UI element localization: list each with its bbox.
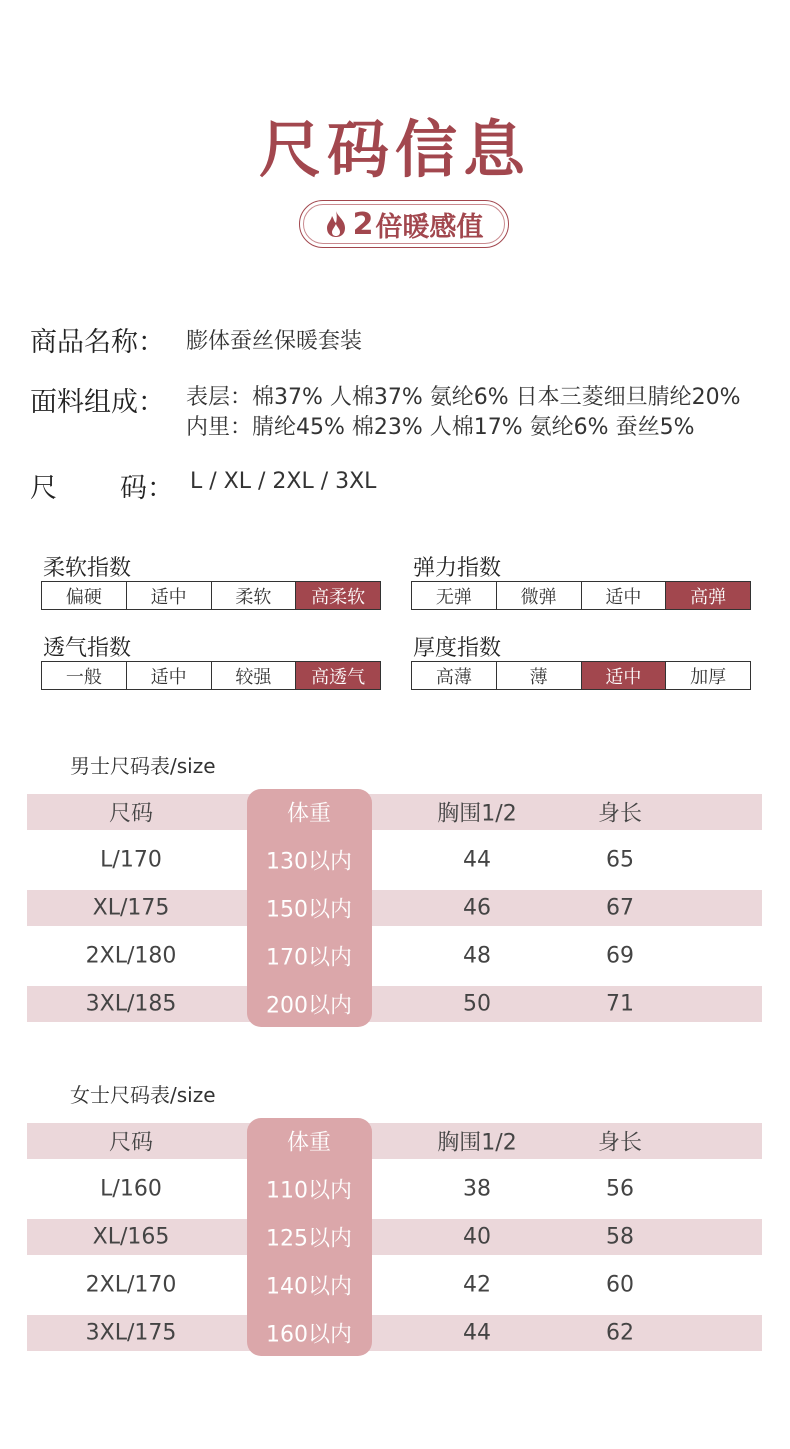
table-cell: 44: [463, 847, 491, 873]
product-name-value: 膨体蚕丝保暖套装: [186, 329, 363, 354]
size-value: L / XL / 2XL / 3XL: [190, 469, 377, 494]
table-cell: 42: [463, 1272, 491, 1298]
table-header-cell: 尺码: [108, 801, 154, 827]
softness-scale: [41, 581, 381, 610]
table-cell: 62: [606, 1320, 634, 1346]
scale-option: 无弹: [412, 582, 497, 609]
table-cell: 2XL/170: [85, 1272, 177, 1298]
scale-option: 高透气: [296, 662, 380, 689]
table-cell: 2XL/180: [85, 943, 177, 969]
table-header-cell: 体重: [286, 1130, 332, 1156]
table-header-cell: 体重: [286, 801, 332, 827]
table-header-cell: 胸围1/2: [437, 801, 517, 827]
scale-option: 微弹: [497, 582, 582, 609]
table-header-cell: 胸围1/2: [437, 1130, 517, 1156]
fabric-outer-value: 表层：棉37% 人棉37% 氨纶6% 日本三菱细旦腈纶20%: [186, 385, 741, 410]
table-cell: 3XL/185: [85, 991, 177, 1017]
scale-option: 高薄: [412, 662, 497, 689]
thickness-scale: [411, 661, 751, 690]
table-cell: 160以内: [266, 1322, 352, 1348]
size-table-title: 女士尺码表/size: [70, 1083, 216, 1107]
scale-option: 薄: [497, 662, 582, 689]
scale-option: 一般: [42, 662, 127, 689]
scale-option: 适中: [127, 582, 212, 609]
table-cell: 60: [606, 1272, 634, 1298]
table-cell: 58: [606, 1224, 634, 1250]
table-header-cell: 身长: [597, 801, 643, 827]
scale-option: 适中: [127, 662, 212, 689]
table-cell: 71: [606, 991, 634, 1017]
flame-icon: [325, 210, 347, 238]
table-cell: 50: [463, 991, 491, 1017]
thickness-title: 厚度指数: [413, 636, 502, 661]
table-cell: XL/175: [92, 895, 170, 921]
scale-option: 柔软: [212, 582, 297, 609]
table-cell: 110以内: [266, 1178, 352, 1204]
softness-title: 柔软指数: [43, 556, 132, 581]
fabric-inner-value: 内里：腈纶45% 棉23% 人棉17% 氨纶6% 蚕丝5%: [186, 415, 695, 440]
scale-option: 适中: [582, 662, 667, 689]
scale-option: 高柔软: [296, 582, 380, 609]
table-cell: 48: [463, 943, 491, 969]
table-cell: L/170: [100, 847, 162, 873]
table-cell: 69: [606, 943, 634, 969]
size-label-a: 尺: [30, 473, 57, 504]
table-cell: 44: [463, 1320, 491, 1346]
scale-option: 适中: [582, 582, 667, 609]
table-cell: 38: [463, 1176, 491, 1202]
table-cell: 67: [606, 895, 634, 921]
table-cell: 200以内: [266, 993, 352, 1019]
size-table-title: 男士尺码表/size: [70, 754, 216, 778]
breathability-title: 透气指数: [43, 636, 132, 661]
table-cell: 46: [463, 895, 491, 921]
page-title: 尺码信息: [258, 113, 531, 186]
scale-option: 较强: [212, 662, 297, 689]
table-cell: 3XL/175: [85, 1320, 177, 1346]
fabric-label: 面料组成：: [30, 387, 165, 418]
table-cell: 170以内: [266, 945, 352, 971]
table-cell: 56: [606, 1176, 634, 1202]
badge-text: 倍暖感值: [375, 211, 484, 243]
table-cell: 65: [606, 847, 634, 873]
table-cell: 125以内: [266, 1226, 352, 1252]
scale-option: 高弹: [666, 582, 750, 609]
table-cell: 130以内: [266, 849, 352, 875]
table-cell: L/160: [100, 1176, 162, 1202]
size-label-b: 码：: [120, 473, 174, 504]
elasticity-title: 弹力指数: [413, 556, 502, 581]
table-cell: 140以内: [266, 1274, 352, 1300]
badge-number: 2: [352, 206, 374, 242]
scale-option: 偏硬: [42, 582, 127, 609]
table-header-cell: 尺码: [108, 1130, 154, 1156]
table-cell: 40: [463, 1224, 491, 1250]
breathability-scale: [41, 661, 381, 690]
table-cell: 150以内: [266, 897, 352, 923]
scale-option: 加厚: [690, 666, 727, 688]
warmth-badge: [299, 200, 509, 248]
table-header-cell: 身长: [597, 1130, 643, 1156]
table-cell: XL/165: [92, 1224, 170, 1250]
elasticity-scale: [411, 581, 751, 610]
product-name-label: 商品名称：: [30, 327, 165, 358]
